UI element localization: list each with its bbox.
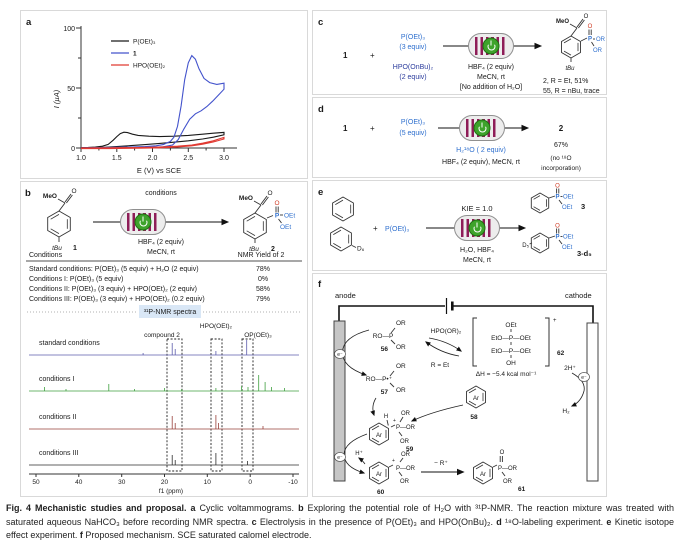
table-row-2-conditions: Conditions I: P(OEt)₃ (5 equiv) [29, 276, 124, 283]
caption-segment: f [79, 530, 83, 540]
r-equals-et: R = Et [430, 362, 450, 369]
cathode-label: cathode [565, 291, 592, 300]
product-3-phosphonate [549, 184, 585, 212]
reagent-hpo-onbu2: HPO(OnBu)₂ [392, 64, 434, 71]
spectrum-label-i: conditions I [39, 376, 75, 383]
right-bracket [545, 318, 549, 366]
spectrum-label-iii: conditions III [39, 450, 79, 457]
caption-segment: Fig. 4 Mechanistic studies and proposal. [6, 503, 191, 513]
nmr-tick-0: 0 [248, 479, 253, 486]
or-bottom: OR [400, 439, 409, 445]
caption-segment: ¹⁸O-labeling experiment. [501, 516, 607, 527]
panel-a-label: a [26, 17, 32, 28]
number-62: 62 [557, 350, 565, 357]
nmr-section-title: ³¹P-NMR spectra [143, 309, 197, 316]
species-57 [366, 363, 406, 396]
plus-sign: + [373, 224, 378, 233]
panel-d-o18-labeling [312, 97, 607, 178]
o-double: O [499, 450, 505, 456]
hbf4-text: HBF₄ (2 equiv) [467, 64, 515, 71]
panel-c-electrolysis [312, 10, 607, 95]
electron-label-cathode: e⁻ [581, 375, 587, 381]
power-button-icon [483, 38, 500, 55]
oxidation-arrow-56-57 [342, 330, 369, 375]
peak-box-hpo [211, 339, 222, 471]
reagent-poet3-equiv: (5 equiv) [399, 130, 427, 137]
h2o-hbf4-text: H₂O, HBF₄ [460, 247, 494, 254]
product-3d5-ring [531, 233, 548, 253]
panel-d-label: d [318, 104, 324, 115]
ytick-0: 0 [71, 146, 75, 153]
reactant-1: 1 [343, 51, 348, 60]
or-top: OR [401, 452, 410, 458]
or-top: OR [401, 411, 410, 417]
p-double-o: O [587, 24, 593, 30]
two-h-plus: 2H⁺ [564, 365, 576, 372]
caption-segment: d [496, 516, 502, 527]
hbf4-text: HBF₄ (2 equiv) [137, 239, 185, 246]
cv-curves [81, 56, 224, 149]
caption-segment: Exploring the potential role of H₂O with ³¹P-NMR. The reaction mixture was treated with saturated aqueous NaHCO₃ before recording NMR spectra. [6, 503, 675, 527]
nmr-axis-label: f1 (ppm) [158, 488, 184, 495]
cathode-electrode [587, 323, 598, 481]
x-axis-title: E (V) vs SCE [136, 166, 182, 175]
product-55-yield: 55, R = nBu, trace [543, 88, 600, 95]
p-atom: P [274, 212, 280, 220]
h2-label: H₂ [562, 408, 570, 415]
p-atom: P [587, 36, 593, 43]
p-double-o: O [555, 183, 560, 190]
or-bottom: OR [400, 479, 409, 485]
table-row-3-yield: 58% [255, 286, 271, 293]
tbu-label-2: tBu [249, 246, 259, 253]
nmr-traces [29, 340, 299, 465]
reagent-poet3: P(OEt)₃ [385, 226, 410, 233]
no-o18-note-2: incorporation) [541, 165, 581, 172]
xtick-3: 2.0 [147, 155, 158, 162]
table-header-conditions: Conditions [29, 252, 63, 259]
h-plus-release-arrow [359, 458, 365, 464]
power-button-icon [474, 120, 491, 137]
caption-segment: Proposed mechanism. SCE saturated calomel electrode. [82, 530, 312, 540]
p-double-o-d5: O [555, 223, 560, 230]
species-61 [474, 450, 526, 493]
electrolysis-cell-icon [454, 215, 500, 241]
figure-caption [6, 502, 674, 543]
nmr-section [27, 305, 301, 495]
methoxy-label: MeO [42, 193, 57, 200]
carbonyl-o-2: O [267, 190, 273, 197]
or-top: OR [396, 363, 406, 370]
ester-group-2 [239, 190, 273, 213]
equilibrium-arrow-rev [426, 342, 459, 356]
p-atom-d5: P [555, 234, 560, 241]
p-atom: P [555, 194, 560, 201]
spectrum-label-ii: conditions II [39, 414, 77, 421]
table-row-2-yield: 0% [257, 276, 269, 283]
conditions-table [26, 252, 302, 303]
oet-right: OEt [284, 212, 296, 220]
methoxy-label-2: MeO [238, 195, 253, 202]
panel-a-voltammogram [20, 10, 308, 179]
legend-hpo: HPO(OEt)₂ [133, 62, 166, 70]
or-bottom: OR [396, 387, 406, 394]
panel-e-label: e [318, 187, 324, 198]
battery-short-plate [451, 302, 454, 311]
h-atom: H [383, 414, 389, 420]
h2o18-text: H₂¹⁸O ( 2 equiv) [456, 147, 506, 154]
hpo-or2-label: HPO(OR)₂ [430, 328, 462, 335]
equilibrium-arrow-fwd [429, 338, 461, 351]
nmr-tick-m10: -10 [288, 479, 298, 486]
p-double-o: O [274, 200, 280, 207]
product-3d5-number: 3-d₅ [577, 249, 592, 258]
nmr-tick-10: 10 [203, 479, 211, 486]
oet-right: OEt [563, 194, 574, 201]
ar-58: Ar [473, 396, 479, 402]
ar-59: Ar [376, 433, 382, 439]
cation-charge: + [553, 318, 557, 324]
anode-label: anode [335, 291, 356, 300]
number-57: 57 [380, 389, 388, 396]
xtick-4: 2.5 [183, 155, 194, 162]
product-3-ring [531, 193, 548, 213]
mecn-text: MeCN, rt [477, 74, 505, 81]
caption-segment: Kinetic isotope effect experiment. [6, 516, 675, 540]
minus-r-label: − R⁺ [434, 460, 448, 467]
electron-label-2: e⁻ [337, 455, 343, 461]
d6-label: D₆ [357, 245, 365, 253]
electron-label-1: e⁻ [337, 352, 343, 358]
plus-sign: + [370, 124, 375, 133]
p-or-row: P—OR [396, 425, 416, 431]
arrow-57-to-59 [373, 398, 376, 415]
mecn-text: MeCN, rt [463, 257, 491, 264]
cv-tick-labels [63, 26, 229, 162]
or-bottom: OR [396, 344, 406, 351]
carbonyl-o: O [71, 188, 77, 195]
benzene-ring [333, 197, 354, 221]
left-bracket [473, 318, 477, 366]
tbu-label: tBu [565, 66, 575, 72]
d5-label: D₅ [522, 243, 529, 249]
plus-sign: + [370, 51, 375, 60]
ro-p: RO—P [372, 333, 394, 340]
table-row-4-conditions: Conditions III: P(OEt)₃ (3 equiv) + HPO(OEt)₂ (0.2 equiv) [29, 296, 205, 303]
eto-p-oet-row2: EtO—P—OEt [491, 348, 531, 355]
caption-segment: b [298, 503, 304, 513]
caption-segment: c [251, 516, 257, 527]
peak-label-compound2: compound 2 [144, 332, 180, 339]
panel-f-mechanism [312, 273, 607, 497]
panel-b-nmr-study [20, 181, 308, 497]
legend-1: 1 [133, 50, 137, 58]
table-row-1-conditions: Standard conditions: P(OEt)₃ (5 equiv) + H₂O (2 equiv) [29, 266, 199, 273]
power-button-icon [469, 220, 486, 237]
ar-60: Ar [376, 472, 382, 478]
xtick-5: 3.0 [219, 155, 229, 162]
y-axis-title: I (µA) [52, 89, 61, 109]
peak-box-opoet3 [242, 339, 253, 471]
reagent-poet3: P(OEt)₃ [400, 119, 426, 126]
peak-label-opoet3: OP(OEt)₃ [244, 332, 272, 339]
p-or-row: P—OR [498, 466, 518, 472]
caption-segment: e [606, 516, 612, 527]
or-right: OR [596, 37, 605, 43]
caption-segment: a [190, 503, 196, 513]
benzene-d6-ring [331, 227, 352, 251]
reactant-1: 1 [343, 124, 348, 133]
nmr-tick-30: 30 [118, 479, 126, 486]
caption-segment: Cyclic voltammograms. [195, 503, 299, 513]
yield-67: 67% [553, 142, 569, 149]
h-plus-label: H⁺ [355, 451, 363, 457]
compound-1-number: 1 [73, 245, 77, 252]
product-2-yield: 2, R = Et, 51% [543, 78, 589, 85]
no-water-note: [No addition of H₂O] [459, 84, 523, 91]
peak-label-hpo: HPO(OEt)₂ [199, 323, 233, 330]
oet-below-d5: OEt [562, 245, 573, 251]
ester-group-1 [43, 188, 77, 211]
xtick-2: 1.5 [111, 155, 122, 162]
number-58: 58 [470, 414, 478, 421]
or-top: OR [396, 320, 406, 327]
electrolysis-cell-icon [459, 115, 505, 141]
reagent-poet3: P(OEt)₃ [400, 34, 426, 41]
nmr-tick-20: 20 [160, 479, 169, 486]
number-60: 60 [377, 489, 385, 496]
product-ester [556, 14, 589, 36]
number-61: 61 [518, 486, 526, 493]
cv-legend [111, 39, 166, 70]
product-ring [562, 36, 581, 58]
carbonyl-o: O [583, 14, 589, 20]
oet-right-d5: OEt [563, 234, 574, 241]
species-62 [473, 318, 565, 367]
product-phosphonate [581, 24, 606, 54]
species-56 [373, 320, 406, 353]
ytick-50: 50 [67, 86, 75, 93]
no-o18-note-1: (no ¹⁸O [550, 155, 572, 162]
compound-2-number: 2 [271, 246, 275, 253]
panel-e-kie [312, 180, 607, 271]
table-row-1-yield: 78% [255, 266, 271, 273]
arrow-58-to-59 [412, 405, 463, 421]
caption-segment: Electrolysis in the presence of P(OEt)₃ and HPO(OnBu)₂. [256, 516, 497, 527]
peak-box-compound2 [167, 339, 182, 471]
species-60 [370, 452, 416, 496]
reagent-hpo-equiv: (2 equiv) [399, 74, 427, 81]
panel-f-label: f [318, 279, 322, 290]
oet-below: OEt [280, 224, 292, 231]
product-3d5-phosphonate [522, 224, 592, 259]
nmr-tick-40: 40 [75, 479, 83, 486]
reagent-poet3-equiv: (3 equiv) [399, 44, 427, 51]
or-bottom: OR [503, 479, 512, 485]
xtick-1: 1.0 [76, 155, 86, 162]
electrolysis-cell-icon [120, 209, 166, 235]
product-3-number: 3 [581, 202, 586, 211]
or-below: OR [593, 48, 602, 54]
power-button-icon [135, 214, 152, 231]
table-row-4-yield: 79% [255, 296, 271, 303]
phosphonate-group-2 [267, 200, 295, 231]
species-59 [370, 411, 416, 453]
number-56: 56 [380, 346, 388, 353]
table-row-3-conditions: Conditions II: P(OEt)₃ (3 equiv) + HPO(OEt)₂ (2 equiv) [29, 286, 197, 293]
hbf4-mecn-text: HBF₄ (2 equiv), MeCN, rt [442, 159, 520, 166]
p-charge: + [393, 418, 396, 424]
panel-b-label: b [25, 188, 31, 199]
eto-p-oet-row1: EtO—P—OEt [491, 335, 531, 342]
benzene-ring-1 [48, 211, 71, 237]
kie-value: KIE = 1.0 [461, 204, 493, 213]
delta-h-value: ΔH = −5.4 kcal mol⁻¹ [475, 371, 537, 378]
nmr-tick-50: 50 [32, 479, 40, 486]
mecn-text: MeCN, rt [147, 249, 175, 256]
panel-c-label: c [318, 17, 324, 28]
ro-p-radical-cation: RO—P•⁺ [365, 376, 393, 383]
oet-top: OEt [505, 322, 517, 329]
legend-poet3: P(OEt)₃ [133, 38, 156, 46]
ar-61: Ar [480, 472, 486, 478]
methoxy-label: MeO [555, 19, 569, 25]
table-header-yield: NMR Yield of 2 [237, 252, 285, 259]
oet-below: OEt [562, 205, 573, 211]
p-or-row: P—OR [396, 466, 416, 472]
benzene-ring-2 [244, 213, 267, 239]
tbu-label-1: tBu [52, 245, 62, 252]
conditions-text: conditions [145, 190, 177, 197]
number-59: 59 [406, 446, 414, 453]
product-2: 2 [558, 124, 564, 133]
spectrum-label-standard: standard conditions [39, 340, 100, 347]
ytick-100: 100 [63, 26, 75, 33]
p-charge: + [392, 458, 395, 464]
electrolysis-cell-icon [468, 33, 514, 59]
oh-bottom: OH [506, 360, 516, 367]
